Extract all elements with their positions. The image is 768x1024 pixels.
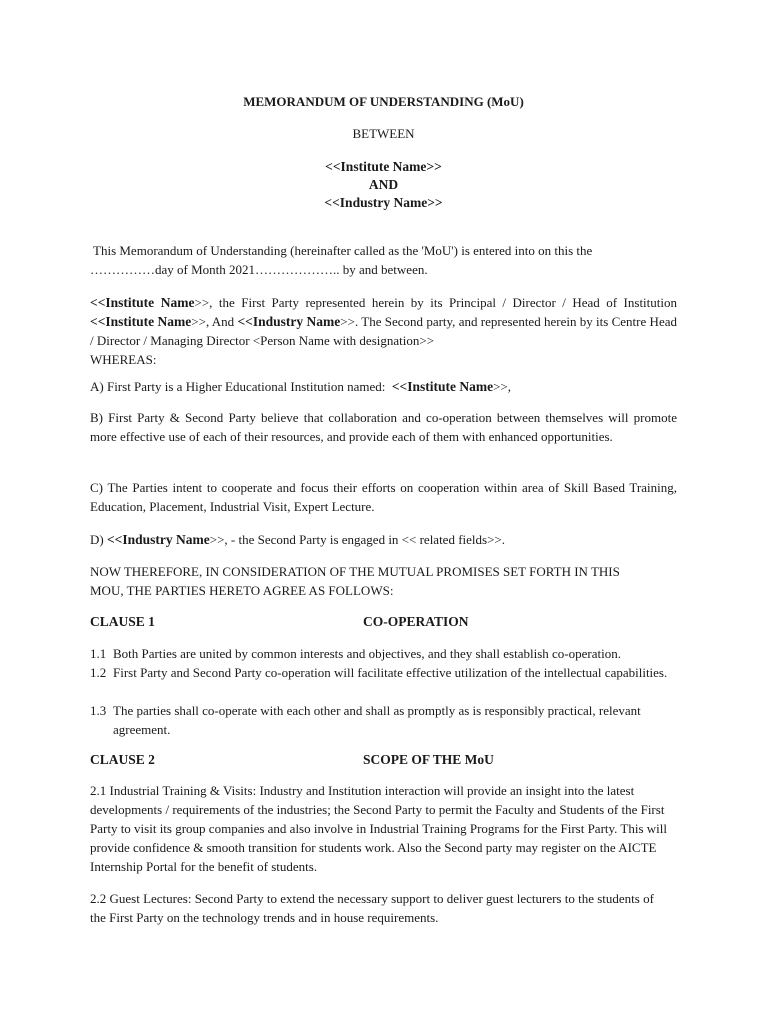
- item-text: First Party and Second Party co-operation will facilitate effective utilization of the intellectual capabilities.: [113, 665, 668, 680]
- party1-name-repeat: <<Institute Name: [90, 314, 192, 329]
- clause-1-item: [90, 701, 677, 739]
- item-text: Both Parties are united by common interests and objectives, and they shall establish co-operation.: [113, 646, 621, 661]
- first-party-placeholder: <<Institute Name>>: [325, 159, 442, 174]
- and-connector: >>, And: [191, 314, 238, 329]
- parties-paragraph: [90, 293, 677, 369]
- clause-1-item: [90, 644, 677, 663]
- party1-name-close: >>: [194, 295, 210, 310]
- clause-2-title: SCOPE OF THE MoU: [363, 752, 494, 767]
- item-text: The parties shall co-operate with each other and shall as promptly as is responsibly practical, relevant agreement.: [113, 703, 641, 737]
- clause-2-2-guest-lectures: 2.2 Guest Lectures: Second Party to extend the necessary support to deliver guest lecturers to the students of the First Party on the technology trends and in house requirements.: [90, 891, 654, 925]
- clause-2-1-industrial-training: 2.1 Industrial Training & Visits: Industry and Institution interaction will provide an insight into the latest developments / requirements of the industries; the Second Party to permit the Faculty and Students of the First Party to visit its group companies and also involve in Industrial Training Programs for the First Party. This will provide confidence & smooth transition for students work. Also the Second party may register on the AICTE Internship Portal for the benefit of students.: [90, 783, 668, 874]
- and-label: AND: [368, 177, 399, 192]
- intro-line-2: ……………day of Month 2021……………….. by and between.: [90, 262, 428, 277]
- recital-c: C) The Parties intent to cooperate and focus their efforts on cooperation within area of Skill Based Training, Education, Placement, Industrial Visit, Expert Lecture.: [90, 480, 677, 514]
- intro-line-1: This Memorandum of Understanding (hereinafter called as the 'MoU') is entered into on this the: [90, 243, 593, 258]
- party2-description: . The Second party, and represented herein by its Centre Head / Director / Managing Director <Person Name with designation>>: [90, 314, 677, 348]
- recital-d: [90, 530, 677, 549]
- party2-name: <<Industry Name: [237, 314, 341, 329]
- recital-d-industry-name: <<Industry Name: [106, 532, 210, 547]
- recital-d-text: >>, - the Second Party is engaged in << related fields>>.: [209, 532, 505, 547]
- clause-1-title: CO-OPERATION: [363, 614, 469, 629]
- second-party-placeholder: <<Industry Name>>: [324, 195, 443, 210]
- recital-a-institute-name: <<Institute Name: [391, 379, 494, 394]
- clause-2-number: CLAUSE 2: [90, 752, 155, 767]
- whereas-label: WHEREAS:: [90, 352, 157, 367]
- recital-d-prefix: D): [90, 532, 107, 547]
- party1-name: <<Institute Name: [90, 295, 195, 310]
- party1-description: , the First Party represented herein by its Principal / Director / Head of Institution: [209, 295, 678, 310]
- item-number: 1.2: [90, 665, 107, 680]
- recital-b: B) First Party & Second Party believe that collaboration and co-operation between themselves will promote more effective use of each of their resources, and provide each of them with enhanced opportunities.: [90, 410, 677, 444]
- document-title: MEMORANDUM OF UNDERSTANDING (MoU): [243, 94, 524, 109]
- recital-a-text: A) First Party is a Higher Educational Institution named:: [90, 379, 392, 394]
- intro-paragraph: [90, 241, 677, 279]
- clause-1-item: [90, 663, 677, 682]
- between-label: BETWEEN: [352, 126, 415, 141]
- recital-a-suffix: >>,: [493, 379, 512, 394]
- item-number: 1.1: [90, 646, 107, 661]
- recital-a: [90, 377, 677, 396]
- clause-1-number: CLAUSE 1: [90, 614, 155, 629]
- party2-name-close: >>: [340, 314, 355, 329]
- now-therefore-statement: NOW THEREFORE, IN CONSIDERATION OF THE MUTUAL PROMISES SET FORTH IN THIS MOU, THE PARTIES HERETO AGREE AS FOLLOWS:: [90, 564, 620, 598]
- item-number: 1.3: [90, 703, 107, 718]
